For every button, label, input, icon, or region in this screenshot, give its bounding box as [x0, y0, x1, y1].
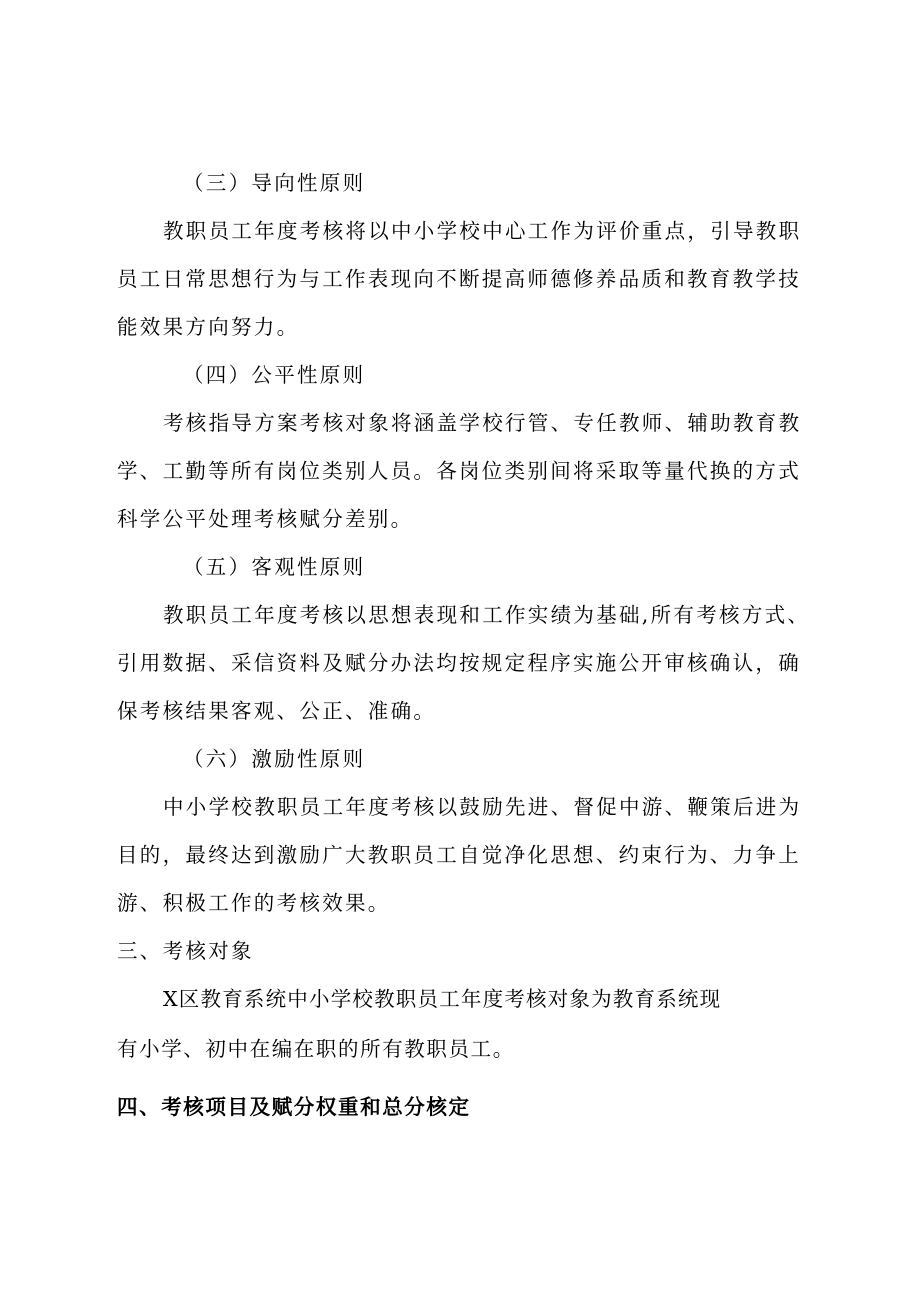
paragraph-line: 游、积极工作的考核效果。 — [117, 891, 391, 915]
paragraph-line: 有小学、初中在编在职的所有教职员工。 — [117, 1037, 515, 1061]
paragraph-line: 考核指导方案考核对象将涵盖学校行管、专任教师、辅助教育教 — [163, 411, 802, 435]
paragraph-line: 教职员工年度考核以思想表现和工作实绩为基础,所有考核方式、 — [163, 603, 811, 627]
paragraph-line: 员工日常思想行为与工作表现向不断提高师德修养品质和教育教学技 — [117, 267, 801, 291]
paragraph-line: 目的，最终达到激励广大教职员工自觉净化思想、约束行为、力争上 — [117, 843, 801, 867]
paragraph-line: 科学公平处理考核赋分差别。 — [117, 507, 414, 531]
paragraph-line: 引用数据、采信资料及赋分办法均按规定程序实施公开审核确认，确 — [117, 651, 801, 675]
paragraph-line: 中小学校教职员工年度考核以鼓励先进、督促中游、鞭策后进为 — [163, 795, 802, 819]
paragraph-line: X区教育系统中小学校教职员工年度考核对象为教育系统现 — [163, 987, 722, 1011]
paragraph-line: 教职员工年度考核将以中小学校中心工作为评价重点，引导教职 — [163, 219, 802, 243]
paragraph-line: 能效果方向努力。 — [117, 315, 300, 339]
section-heading-incentive: （六）激励性原则 — [183, 747, 366, 771]
paragraph-line: 保考核结果客观、公正、准确。 — [117, 699, 437, 723]
section-heading-fairness: （四）公平性原则 — [183, 363, 366, 387]
section-heading-objectivity: （五）客观性原则 — [183, 555, 366, 579]
section-heading-guidance: （三）导向性原则 — [183, 171, 366, 195]
paragraph-line: 学、工勤等所有岗位类别人员。各岗位类别间将采取等量代换的方式 — [117, 459, 801, 483]
part-heading-assessment-items: 四、考核项目及赋分权重和总分核定 — [117, 1095, 471, 1119]
part-heading-assessment-targets: 三、考核对象 — [117, 939, 254, 963]
